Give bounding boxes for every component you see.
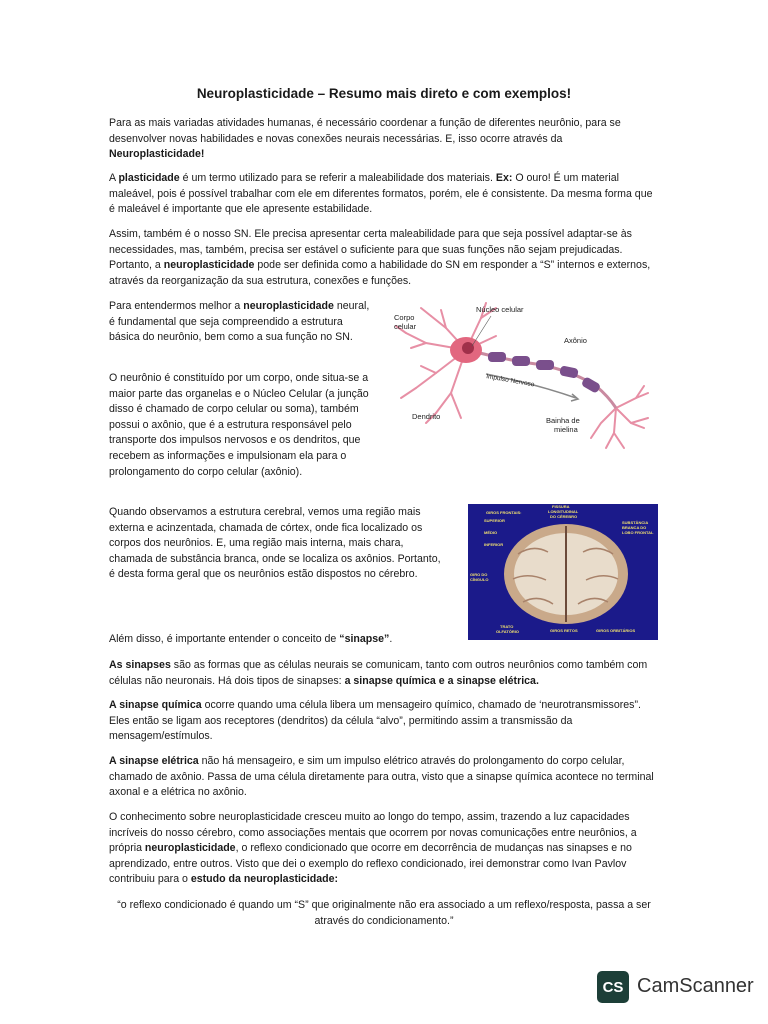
label-inferior: INFERIOR	[484, 542, 504, 547]
label-giros-retos: GIROS RETOS	[550, 628, 578, 633]
text: O ouro! É um material maleável, pois é possível trabalhar com ele em diferentes formatos, porém, ele é consistente. Da mesma forma que é maleável é importante que ele apresente estabilidade.	[109, 172, 653, 216]
label-corpo: Corpo	[394, 313, 415, 322]
label-nucleo: Núcleo celular	[476, 305, 524, 314]
label-superior: SUPERIOR	[484, 518, 505, 523]
camscanner-watermark	[597, 971, 757, 1007]
label-fissura3: DO CÉREBRO	[550, 514, 578, 519]
label-mielina: mielina	[554, 425, 578, 434]
text: .	[389, 633, 393, 645]
paragraph-cerebro	[109, 505, 444, 583]
text: Para as mais variadas atividades humanas, é necessário coordenar a função de diferentes neurônio, para se desenvolver novas habilidades e novas conexões neurais necessárias. E, isso ocorre através da	[109, 117, 621, 145]
bold-text: A sinapse elétrica	[109, 755, 199, 767]
bold-text: plasticidade	[118, 172, 180, 184]
label-fissura1: FISSURA	[552, 504, 570, 509]
label-giro-cingulo1: GIRO DO	[470, 572, 488, 577]
paragraph-sinapses	[109, 658, 654, 689]
text: Quando observamos a estrutura cerebral, vemos uma região mais externa e acinzentada, chamada de córtex, onde fica localizado os corpos dos neurônios. E, uma região mais interna, mais chara, chamada de substância branca, onde se localiza os axônios. Portanto, é desta forma geral que os neurônios estão dispostos no cérebro.	[109, 506, 441, 581]
text: O neurônio é constituído por um corpo, onde situa-se a maior parte das organelas e o Núcleo Celular (a junção disso é chamado de corpo celular ou soma), também possui o axônio, que é a estrutura responsável pelo transporte dos impulsos nervosos e os dendritos, que recebem as informações e impulsionam ela para o prolongamento do corpo celular (axônio).	[109, 372, 369, 478]
text: é um termo utilizado para se referir a maleabilidade dos materiais.	[179, 172, 496, 184]
paragraph-intro	[109, 116, 654, 163]
label-trato2: OLFATÓRIO	[496, 629, 520, 634]
bold-text: a sinapse química e a sinapse elétrica.	[344, 674, 539, 687]
bold-text: neuroplasticidade	[163, 259, 255, 272]
neuron-diagram	[386, 298, 658, 464]
paragraph-neuronio-estrutura	[109, 371, 371, 480]
text: são as formas que as células neurais se comunicam, tanto com outros neurônios como também com células não neuronais. Há dois tipos de sinapses:	[109, 659, 648, 687]
bold-text: Neuroplasticidade!	[109, 148, 205, 161]
label-celular: celular	[394, 322, 417, 331]
label-medio: MÉDIO	[484, 530, 498, 535]
paragraph-neuronio-intro	[109, 299, 371, 346]
paragraph-sinapse-eletrica	[109, 754, 654, 801]
bold-text: neuroplasticidade	[144, 842, 236, 855]
text: Para entendermos melhor a	[109, 300, 244, 312]
paragraph-sinapse-quimica	[109, 698, 654, 745]
text: pode ser definida como a habilidade do SN em responder a “S” internos e externos, através da reorganização da sua estrutura, conexões e funções.	[109, 259, 651, 287]
label-giro-cingulo2: CÍNGULO	[470, 577, 489, 582]
label-bainha: Bainha de	[546, 416, 580, 425]
label-trato1: TRATO	[500, 624, 514, 629]
bold-text: As sinapses	[109, 659, 171, 671]
label-giros-frontais: GIROS FRONTAIS:	[486, 510, 522, 515]
brain-section-image	[468, 504, 658, 640]
paragraph-conhecimento	[109, 810, 654, 888]
camscanner-logo: CS	[597, 971, 629, 1003]
label-fissura2: LONGITUDINAL	[548, 509, 579, 514]
bold-text: A sinapse química	[109, 699, 202, 711]
text: A	[109, 172, 119, 184]
nucleus	[462, 342, 474, 354]
label-impulso: Impulso Nervoso	[485, 373, 535, 389]
label-axonio: Axônio	[564, 336, 587, 345]
bold-text: neuroplasticidade	[243, 300, 334, 312]
text: Além disso, é importante entender o conceito de	[109, 633, 340, 645]
label-dendrito: Dendrito	[412, 412, 441, 421]
text: não há mensageiro, e sim um impulso elétrico através do prolongamento do corpo celular, chamado de axônio. Passa de uma célula diretamente para outra, visto que a sinapse química acontece no terminal axonal e a elétrica no axônio.	[109, 755, 654, 799]
text: neural, é fundamental que seja compreendido a estrutura básica do neurônio, bem como a sua função no SN.	[109, 300, 370, 344]
bold-text: estudo da neuroplasticidade:	[190, 873, 339, 886]
label-subst2: BRANCA DO	[622, 525, 647, 530]
text: , o reflexo condicionado que ocorre em decorrência de mudanças nas sinapses e no aprendizado, entre outros. Visto que dei o exemplo do reflexo condicionado, irei demonstrar como Ivan Pavlov contribuiu para o	[109, 842, 632, 886]
camscanner-name: CamScanner	[637, 975, 754, 997]
text: O conhecimento sobre neuroplasticidade cresceu muito ao longo do tempo, assim, trazendo a luz capacidades incríveis do nosso cérebro, como associações mentais que ocorrem por novas comunicações entre neurônios, a própria	[109, 811, 637, 855]
bold-text: Ex:	[495, 172, 513, 184]
bold-text: “sinapse”	[339, 633, 390, 645]
document-title: Neuroplasticidade – Resumo mais direto e com exemplos!	[196, 86, 572, 101]
quote-reflexo: “o reflexo condicionado é quando um “S” que originalmente não era associado a um reflexo/resposta, passa a ser através do condicionamento.”	[117, 899, 651, 927]
label-subst3: LOBO FRONTAL	[622, 530, 654, 535]
label-subst1: SUBSTÂNCIA	[622, 520, 649, 525]
label-giros-orbitarios: GIROS ORBITÁRIOS	[596, 628, 636, 633]
text: ocorre quando uma célula libera um mensageiro químico, chamado de ‘neurotransmissores”. Eles então se ligam aos receptores (dendritos) da célula “alvo”, permitindo assim a transmissão da mensagem/estímulos.	[109, 699, 641, 743]
paragraph-sn	[109, 227, 654, 289]
paragraph-plasticidade	[109, 171, 654, 218]
text: Assim, também é o nosso SN. Ele precisa apresentar certa maleabilidade para que seja possível adaptar-se às necessidades, mas, também, precisa ser estável o suficiente para que suas funções não sejam prejudicadas. Portanto, a	[109, 228, 632, 272]
